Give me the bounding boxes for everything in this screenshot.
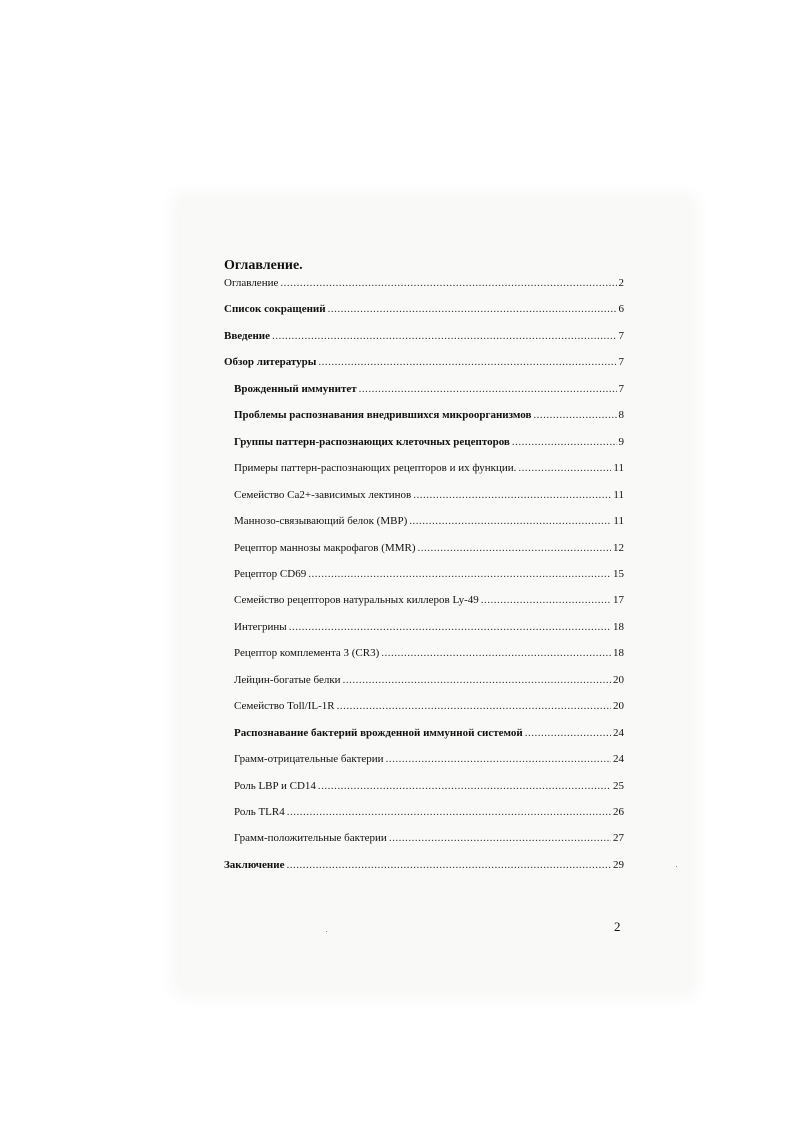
- toc-leader-dots: [287, 805, 611, 819]
- toc-leader-dots: [328, 302, 617, 316]
- toc-entry-title: Лейцин-богатые белки: [234, 673, 341, 686]
- toc-entry-page: 15: [613, 568, 624, 580]
- toc-entry: [224, 329, 624, 343]
- toc-entry-page: 17: [613, 594, 624, 607]
- toc-entry: [234, 646, 624, 660]
- toc-leader-dots: [512, 435, 617, 449]
- toc-entry-title: Интегрины: [234, 620, 287, 633]
- toc-entry: [234, 620, 624, 634]
- toc-entry-title: Роль LBP и CD14: [234, 779, 316, 792]
- toc-entry-title: Заключение: [224, 858, 285, 871]
- toc-entry-page: 9: [618, 435, 624, 448]
- toc-leader-dots: [518, 461, 611, 475]
- toc-entry: [234, 593, 624, 607]
- toc-entry-page: 18: [613, 647, 624, 660]
- toc-entry-title: Грамм-положительные бактерии: [234, 832, 387, 845]
- toc-entry-page: 24: [613, 753, 624, 766]
- toc-leader-dots: [343, 673, 611, 687]
- toc-entry-page: 20: [613, 700, 624, 713]
- page-title: Оглавление.: [224, 258, 303, 273]
- toc-entry-page: 7: [618, 356, 624, 369]
- toc-entry-page: 7: [618, 382, 624, 395]
- toc-leader-dots: [525, 726, 611, 740]
- toc-entry: [234, 699, 624, 713]
- scan-speck: [326, 931, 327, 932]
- toc-entry-page: 26: [613, 806, 624, 818]
- toc-leader-dots: [389, 831, 611, 845]
- toc-leader-dots: [409, 514, 611, 528]
- toc-leader-dots: [533, 408, 616, 422]
- toc-entry-title: Рецептор CD69: [234, 568, 307, 580]
- toc-entry: [234, 567, 624, 581]
- toc-entry-page: 6: [618, 303, 624, 316]
- toc-entry-title: Оглавление: [224, 277, 279, 289]
- toc-entry-title: Семейство Toll/IL-1R: [234, 700, 335, 713]
- toc-entry-page: 18: [613, 620, 624, 633]
- toc-leader-dots: [337, 699, 611, 713]
- toc-entry-title: Обзор литературы: [224, 356, 317, 369]
- toc-entry: [234, 673, 624, 687]
- toc-entry-title: Примеры паттерн-распознающих рецепторов и их функции.: [234, 462, 517, 475]
- toc-entry-title: Грамм-отрицательные бактерии: [234, 753, 384, 766]
- toc-leader-dots: [289, 620, 611, 634]
- toc-entry-title: Семейство рецепторов натуральных киллеров Ly-49: [234, 594, 479, 607]
- toc-entry-page: 11: [613, 488, 624, 501]
- toc-leader-dots: [280, 276, 616, 290]
- toc-entry-page: 7: [618, 329, 624, 342]
- toc-entry: [224, 355, 624, 369]
- toc-entry-page: 29: [613, 858, 624, 871]
- toc-entry: [224, 858, 624, 872]
- toc-entry-page: 25: [613, 779, 624, 792]
- toc-entry: [234, 726, 624, 740]
- toc-leader-dots: [359, 382, 617, 396]
- toc-entry: [224, 276, 624, 290]
- toc-entry-page: 8: [618, 409, 624, 422]
- toc-leader-dots: [481, 593, 611, 607]
- toc-entry-page: 27: [613, 832, 624, 845]
- toc-entry-page: 11: [613, 515, 624, 527]
- toc-entry-title: Введение: [224, 329, 271, 342]
- toc-entry-title: Рецептор маннозы макрофагов (MMR): [234, 541, 416, 554]
- toc-entry: [234, 831, 624, 845]
- toc-entry-page: 24: [613, 726, 624, 739]
- page-number: 2: [614, 919, 621, 934]
- scan-speck: [676, 866, 677, 867]
- toc-entry: [234, 461, 624, 475]
- toc-leader-dots: [308, 567, 611, 581]
- toc-entry-page: 2: [618, 277, 624, 289]
- toc-entry: [234, 408, 624, 422]
- toc-leader-dots: [381, 646, 611, 660]
- toc-entry: [234, 752, 624, 766]
- toc-entry: [234, 435, 624, 449]
- toc-leader-dots: [272, 329, 616, 343]
- toc-entry-page: 20: [613, 673, 624, 686]
- toc-entry: [234, 488, 624, 502]
- toc-leader-dots: [286, 858, 611, 872]
- toc-entry-title: Группы паттерн-распознающих клеточных рецепторов: [234, 435, 510, 448]
- toc-leader-dots: [318, 355, 616, 369]
- toc-leader-dots: [413, 488, 611, 502]
- toc-entry-title: Роль TLR4: [234, 806, 285, 818]
- toc-entry: [234, 805, 624, 819]
- toc-entry: [234, 541, 624, 555]
- toc-leader-dots: [386, 752, 611, 766]
- toc-entry-page: 12: [613, 541, 624, 554]
- toc-leader-dots: [417, 541, 611, 555]
- toc-entry: [234, 514, 624, 528]
- toc-leader-dots: [318, 779, 611, 793]
- toc-entry-title: Распознавание бактерий врожденной иммунной системой: [234, 726, 523, 739]
- toc-entry: [234, 779, 624, 793]
- toc-entry-page: 11: [613, 462, 624, 475]
- toc-entry-title: Маннозо-связывающий белок (MBP): [234, 515, 408, 527]
- toc-entry: [224, 302, 624, 316]
- toc-entry-title: Проблемы распознавания внедрившихся микроорганизмов: [234, 409, 532, 422]
- toc-entry-title: Список сокращений: [224, 303, 326, 316]
- toc-entry-title: Рецептор комплемента 3 (CR3): [234, 647, 380, 660]
- toc-entry: [234, 382, 624, 396]
- toc-entry-title: Семейство Ca2+-зависимых лектинов: [234, 488, 412, 501]
- toc-entry-title: Врожденный иммунитет: [234, 382, 357, 395]
